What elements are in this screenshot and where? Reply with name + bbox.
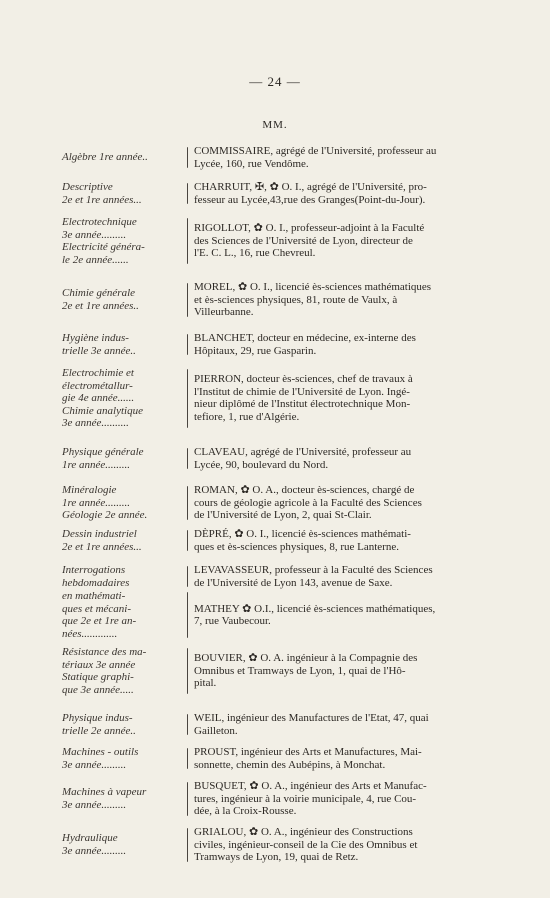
professor-line: civiles, ingénieur-conseil de la Cie des Omnibus et xyxy=(194,838,418,851)
professor xyxy=(194,446,492,471)
subject-line: Chimie analytique xyxy=(62,404,143,417)
professor xyxy=(194,332,492,357)
list-item xyxy=(62,446,492,471)
subject-line: 2e et 1re années... xyxy=(62,193,142,206)
professor-line: et ès-sciences physiques, 81, route de Vaulx, à xyxy=(194,293,398,306)
list-item xyxy=(62,826,492,864)
subject xyxy=(62,712,184,737)
brace xyxy=(184,826,194,864)
professor-line: Hôpitaux, 29, rue Gasparin. xyxy=(194,344,317,357)
professor xyxy=(194,652,492,690)
brace xyxy=(184,332,194,357)
professor-line: pital. xyxy=(194,677,217,690)
professor-line: l'E. C. L., 16, rue Chevreul. xyxy=(194,247,316,260)
subject-line: trielle 2e année.. xyxy=(62,724,136,737)
subject xyxy=(62,181,184,206)
professor-line: Tramways de Lyon, 19, quai de Retz. xyxy=(194,851,359,863)
subject-line: Physique générale xyxy=(62,446,144,458)
list-item xyxy=(62,528,492,553)
subject-line: Hydraulique xyxy=(62,832,118,845)
list-item xyxy=(62,216,492,266)
professor xyxy=(194,373,492,423)
subject-line: Interrogations xyxy=(62,564,126,576)
subject xyxy=(62,332,184,357)
subject-line: en mathémati- xyxy=(62,590,126,602)
professor-line: Villeurbanne. xyxy=(194,306,254,318)
subject xyxy=(62,590,184,640)
subject-line: Electrotechnique xyxy=(62,216,137,228)
subject-line: Résistance des ma- xyxy=(62,646,147,658)
professor xyxy=(194,222,492,260)
subject-line: tériaux 3e année xyxy=(62,658,136,671)
subject-line: Minéralogie xyxy=(62,484,117,496)
professor-line: dée, à la Croix-Rousse. xyxy=(194,805,297,817)
brace xyxy=(184,446,194,471)
subject-line: Physique indus- xyxy=(62,712,133,724)
professor xyxy=(194,528,492,553)
subject-line: Algèbre 1re année.. xyxy=(62,151,148,164)
subject-line: Hygiène indus- xyxy=(62,332,129,344)
professor-line: de l'Université de Lyon, 2, quai St-Clair. xyxy=(194,509,372,521)
subject-line: nées............. xyxy=(62,627,118,640)
brace xyxy=(184,590,194,640)
subject xyxy=(62,287,184,312)
subject-line: 1re année......... xyxy=(62,458,131,471)
brace xyxy=(184,181,194,206)
professor xyxy=(194,712,492,737)
subject-line: 3e année.......... xyxy=(62,417,129,429)
professor-line: tefiore, 1, rue d'Algérie. xyxy=(194,410,300,423)
list-item xyxy=(62,590,492,640)
subject xyxy=(62,746,184,771)
list-item xyxy=(62,484,492,522)
page-number: — 24 — xyxy=(249,74,301,89)
subject-line: Chimie générale xyxy=(62,287,136,300)
professor-line: ROMAN, ✿ O. A., docteur ès-sciences, chargé de xyxy=(194,484,415,496)
professor-line: WEIL, ingénieur des Manufactures de l'Etat, 47, quai xyxy=(194,712,429,724)
brace xyxy=(184,281,194,319)
professor xyxy=(194,746,492,771)
subject-line: ques et mécani- xyxy=(62,602,132,615)
brace xyxy=(184,564,194,589)
brace xyxy=(184,780,194,818)
professor-line: DÈPRÉ, ✿ O. I., licencié ès-sciences mathémati- xyxy=(194,528,411,540)
list-item xyxy=(62,367,492,430)
list-item xyxy=(62,281,492,319)
brace xyxy=(184,646,194,696)
brace xyxy=(184,216,194,266)
brace xyxy=(184,484,194,522)
subject-line: Machines - outils xyxy=(62,746,139,758)
professor-line: MATHEY ✿ O.I., licencié ès-sciences mathématiques, xyxy=(194,602,436,615)
professor-line: MOREL, ✿ O. I., licencié ès-sciences mathématiques xyxy=(194,281,432,293)
professor-line: BUSQUET, ✿ O. A., ingénieur des Arts et Manufac- xyxy=(194,780,427,792)
list-item xyxy=(62,646,492,696)
professor-line: BLANCHET, docteur en médecine, ex-interne des xyxy=(194,332,416,344)
professor-line: COMMISSAIRE, agrégé de l'Université, professeur au xyxy=(194,145,437,157)
brace xyxy=(184,145,194,170)
subject-line: que 2e et 1re an- xyxy=(62,615,137,627)
brace xyxy=(184,712,194,737)
subject xyxy=(62,832,184,857)
subject-line: Dessin industriel xyxy=(62,528,137,540)
list-item xyxy=(62,564,492,589)
subject-line: Electricité généra- xyxy=(62,241,145,253)
professor xyxy=(194,564,492,589)
professor-line: cours de géologie agricole à la Faculté des Sciences xyxy=(194,496,422,509)
professor-line: ques et ès-sciences physiques, 8, rue Lanterne. xyxy=(194,540,399,553)
subject-line: le 2e année...... xyxy=(62,253,129,266)
professor-line: nieur diplômé de l'Institut électrotechnique Mon- xyxy=(194,398,411,411)
professor xyxy=(194,826,492,864)
list-item xyxy=(62,712,492,737)
list-item xyxy=(62,145,492,170)
professor xyxy=(194,484,492,522)
subject-line: 3e année......... xyxy=(62,844,127,857)
list-heading: MM. xyxy=(262,119,288,131)
professor-line: Lycée, 160, rue Vendôme. xyxy=(194,157,309,170)
brace xyxy=(184,367,194,430)
subject-line: Géologie 2e année. xyxy=(62,509,148,521)
subject xyxy=(62,151,184,164)
professor-line: Gailleton. xyxy=(194,724,238,737)
professor xyxy=(194,181,492,206)
list-item xyxy=(62,181,492,206)
professor-line: GRIALOU, ✿ O. A., ingénieur des Constructions xyxy=(194,826,413,838)
professor-line: de l'Université de Lyon 143, avenue de Saxe. xyxy=(194,576,393,589)
professor-line: Omnibus et Tramways de Lyon, 1, quai de l'Hô- xyxy=(194,664,406,677)
subject-line: 2e et 1re années.. xyxy=(62,299,139,312)
subject-line: 2e et 1re années... xyxy=(62,540,142,553)
professor xyxy=(194,603,492,628)
subject-line: 3e année......... xyxy=(62,228,127,241)
professor xyxy=(194,780,492,818)
subject-line: Machines à vapeur xyxy=(62,786,147,799)
subject xyxy=(62,786,184,811)
professor-line: tures, ingénieur à la voirie municipale, 4, rue Cou- xyxy=(194,792,417,805)
professor-line: fesseur au Lycée,43,rue des Granges(Point-du-Jour). xyxy=(194,193,426,206)
professor-line: sonnette, chemin des Aubépins, à Monchat. xyxy=(194,758,386,771)
professor-line: PIERRON, docteur ès-sciences, chef de travaux à xyxy=(194,373,413,386)
professor xyxy=(194,145,492,170)
subject-line: Electrochimie et xyxy=(62,367,134,379)
list-item xyxy=(62,780,492,818)
subject xyxy=(62,484,184,522)
professor-line: 7, rue Vaubecour. xyxy=(194,615,271,627)
professor-line: CLAVEAU, agrégé de l'Université, professeur au xyxy=(194,446,412,458)
professor-line: l'Institut de chimie de l'Université de Lyon. Ingé- xyxy=(194,385,410,398)
subject-line: électrométallur- xyxy=(62,379,133,392)
subject-line: trielle 3e année.. xyxy=(62,344,136,357)
professor-line: CHARRUIT, ✠, ✿ O. I., agrégé de l'Université, pro- xyxy=(194,181,427,193)
professor-line: Lycée, 90, boulevard du Nord. xyxy=(194,458,329,471)
list-item xyxy=(62,746,492,771)
subject xyxy=(62,646,184,696)
subject xyxy=(62,446,184,471)
subject-line: que 3e année..... xyxy=(62,683,134,696)
subject xyxy=(62,216,184,266)
subject xyxy=(62,564,184,589)
subject-line: Descriptive xyxy=(62,181,113,193)
subject-line: 1re année......... xyxy=(62,496,131,509)
subject-line: hebdomadaires xyxy=(62,576,130,589)
professor-line: des Sciences de l'Université de Lyon, directeur de xyxy=(194,234,413,247)
professor-line: BOUVIER, ✿ O. A. ingénieur à la Compagnie des xyxy=(194,652,418,665)
professor-line: PROUST, ingénieur des Arts et Manufactures, Mai- xyxy=(194,746,422,758)
professor-line: RIGOLLOT, ✿ O. I., professeur-adjoint à la Faculté xyxy=(194,222,425,235)
professor xyxy=(194,281,492,319)
list-item xyxy=(62,332,492,357)
subject-line: gie 4e année...... xyxy=(62,392,135,404)
brace xyxy=(184,528,194,553)
subject-line: 3e année......... xyxy=(62,758,127,771)
professor-line: LEVAVASSEUR, professeur à la Faculté des Sciences xyxy=(194,564,433,576)
subject-line: 3e année......... xyxy=(62,798,127,811)
brace xyxy=(184,746,194,771)
subject xyxy=(62,528,184,553)
subject-line: Statique graphi- xyxy=(62,671,134,683)
subject xyxy=(62,367,184,430)
